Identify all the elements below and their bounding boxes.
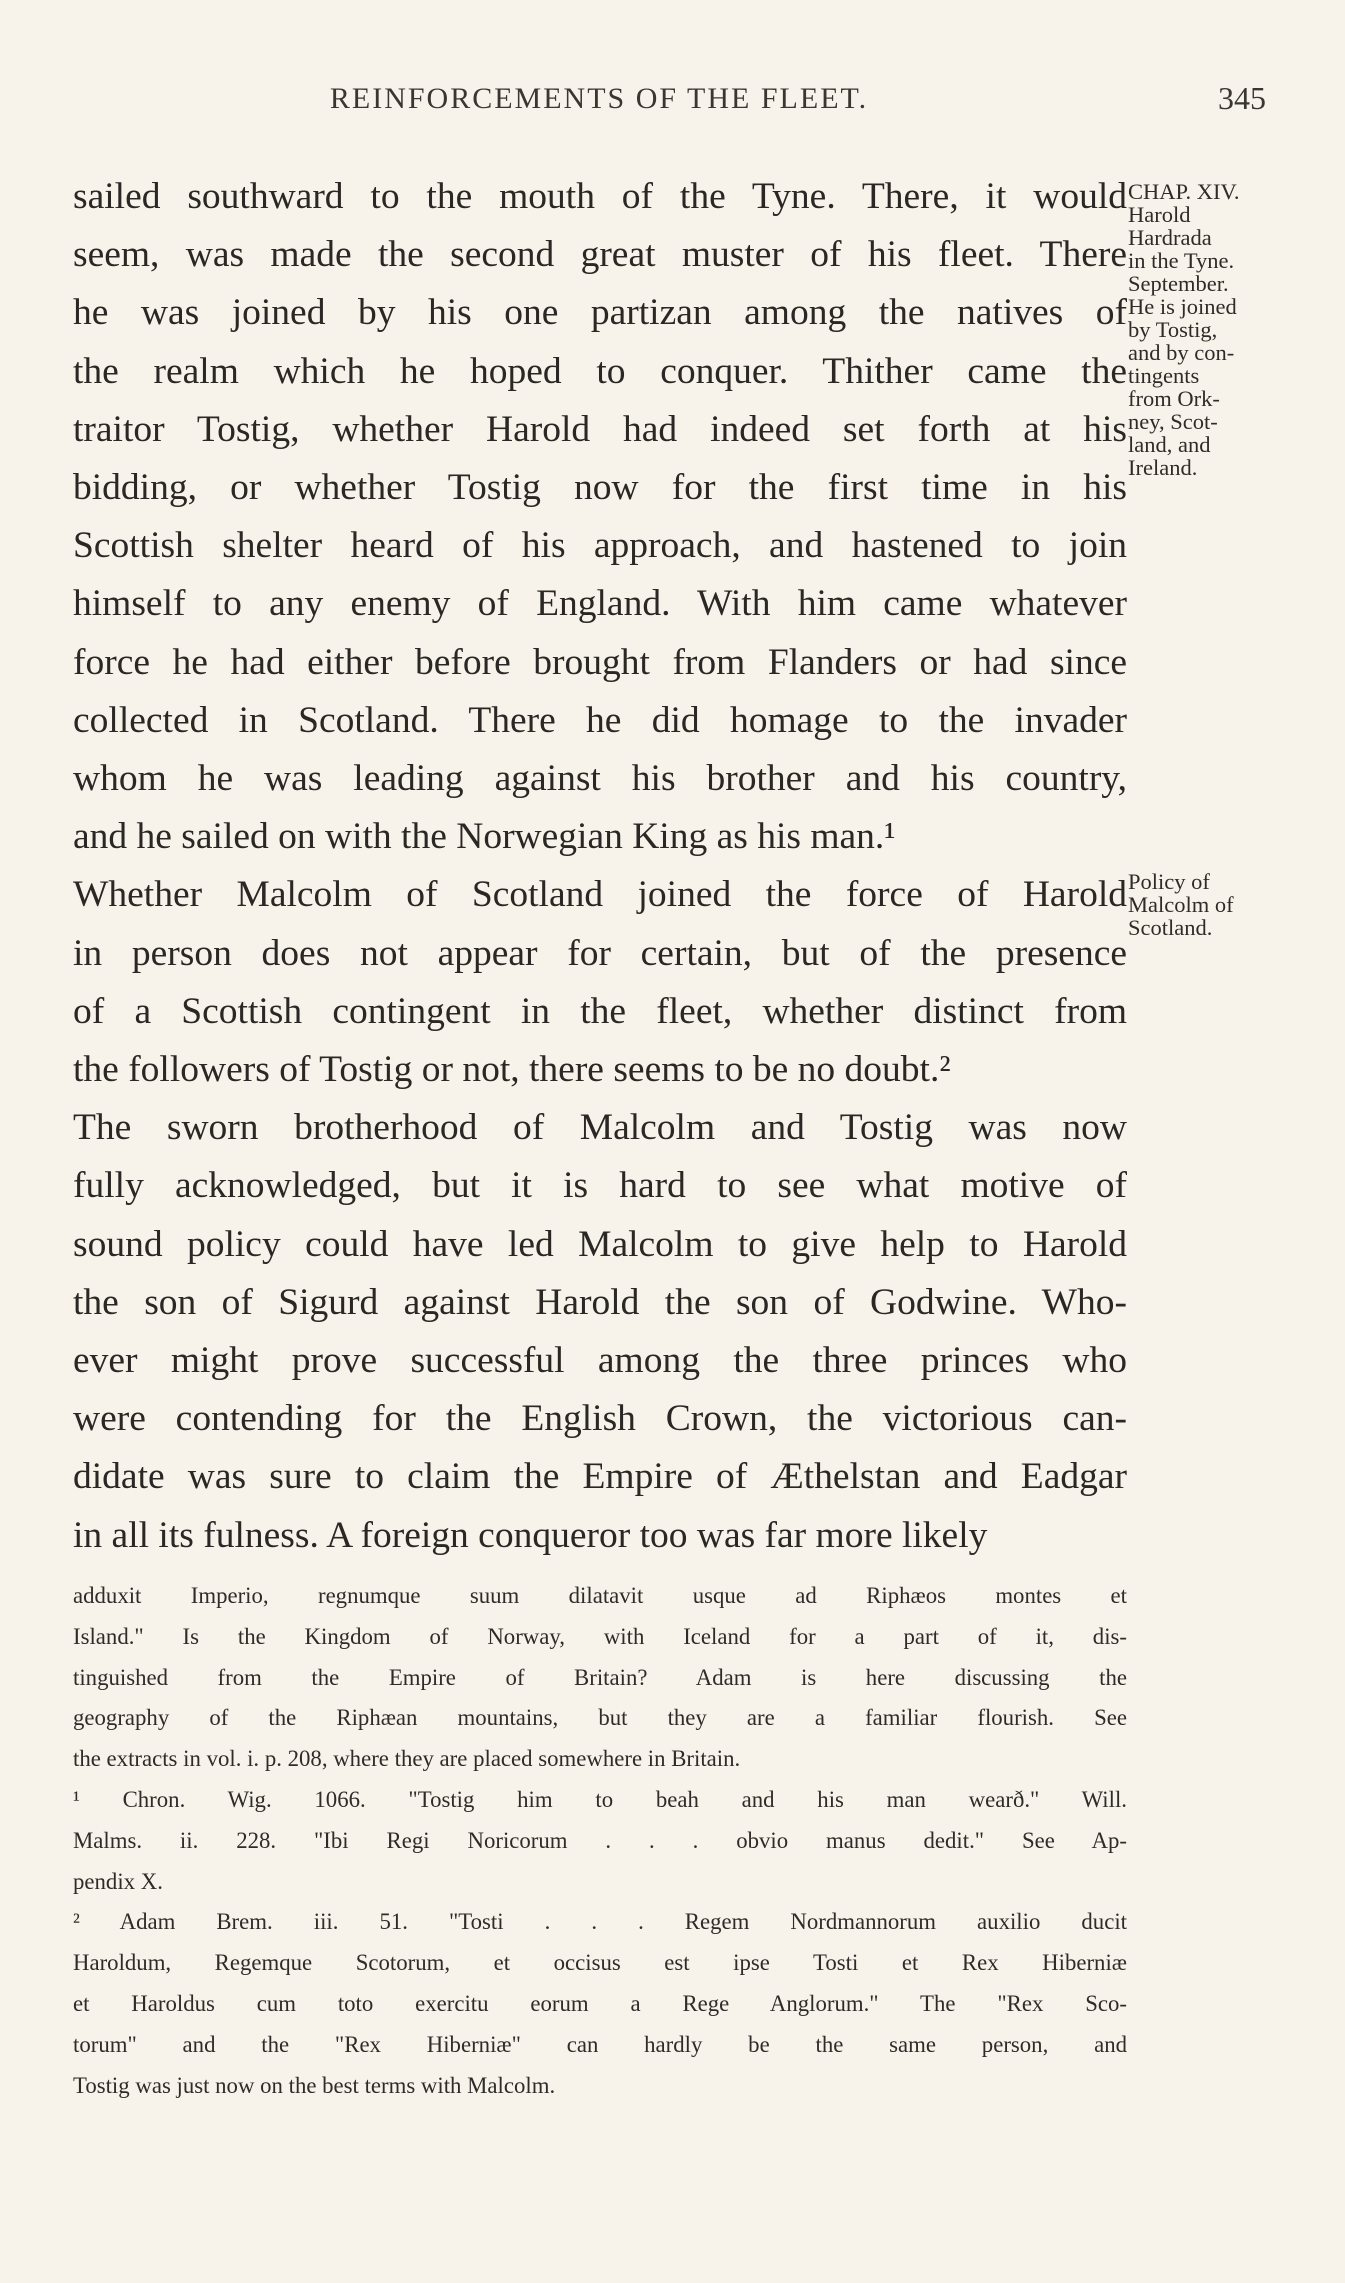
footnote-line: Island." Is the Kingdom of Norway, with Iceland for a part of it, dis- <box>73 1623 1127 1649</box>
footnote-line: Malms. ii. 228. "Ibi Regi Noricorum . . . obvio manus dedit." See Ap- <box>73 1827 1127 1853</box>
margin-note-line: in the Tyne. <box>1128 248 1235 273</box>
text-line: traitor Tostig, whether Harold had indeed set forth at his <box>73 408 1127 450</box>
margin-note-line: and by con- <box>1128 340 1235 365</box>
footnote-line: Tostig was just now on the best terms with Malcolm. <box>73 2072 556 2098</box>
footnote-line: adduxit Imperio, regnumque suum dilatavit usque ad Riphæos montes et <box>73 1583 1127 1608</box>
margin-note-line: by Tostig, <box>1128 317 1218 342</box>
margin-note-line: ney, Scot- <box>1128 409 1218 434</box>
footnote-line: pendix X. <box>73 1868 163 1894</box>
text-line: collected in Scotland. There he did homage to the invader <box>73 699 1127 741</box>
footnote-line: ² Adam Brem. iii. 51. "Tosti . . . Regem Nordmannorum auxilio ducit <box>73 1909 1127 1935</box>
text-line: ever might prove successful among the three princes who <box>73 1340 1127 1382</box>
text-line: didate was sure to claim the Empire of Æthelstan and Eadgar <box>73 1456 1127 1498</box>
footnote-line: geography of the Riphæan mountains, but they are a familiar flourish. See <box>73 1705 1127 1731</box>
text-line: and he sailed on with the Norwegian King as his man.¹ <box>73 816 896 858</box>
margin-note-line: Hardrada <box>1128 225 1212 250</box>
margin-note-line: tingents <box>1128 363 1200 388</box>
text-line: whom he was leading against his brother and his country, <box>73 758 1127 800</box>
main-text <box>73 168 1127 1565</box>
footnote-line: et Haroldus cum toto exercitu eorum a Rege Anglorum." The "Rex Sco- <box>73 1990 1127 2016</box>
margin-note-harold-hardrada <box>1128 180 1340 479</box>
text-line: the realm which he hoped to conquer. Thither came the <box>73 350 1127 392</box>
margin-note-policy-of-malcolm <box>1128 870 1340 939</box>
text-line: force he had either before brought from Flanders or had since <box>73 641 1127 683</box>
footnote-line: Haroldum, Regemque Scotorum, et occisus est ipse Tosti et Rex Hiberniæ <box>73 1950 1127 1976</box>
footnotes <box>73 1576 1127 2106</box>
text-line: in all its fulness. A foreign conqueror too was far more likely <box>73 1514 988 1556</box>
margin-note-line: Harold <box>1128 202 1191 227</box>
margin-note-line: Ireland. <box>1128 455 1198 480</box>
text-line: in person does not appear for certain, but of the presence <box>73 932 1127 974</box>
text-line: the son of Sigurd against Harold the son of Godwine. Who- <box>73 1281 1127 1323</box>
text-line: bidding, or whether Tostig now for the first time in his <box>73 467 1127 509</box>
text-line: fully acknowledged, but it is hard to see what motive of <box>73 1165 1127 1207</box>
footnote-line: the extracts in vol. i. p. 208, where they are placed somewhere in Britain. <box>73 1746 741 1772</box>
text-line: he was joined by his one partizan among the natives of <box>73 292 1127 334</box>
margin-note-line: CHAP. XIV. <box>1128 179 1240 204</box>
footnote-line: torum" and the "Rex Hiberniæ" can hardly be the same person, and <box>73 2031 1127 2057</box>
margin-note-line: Scotland. <box>1128 915 1213 940</box>
text-line: Whether Malcolm of Scotland joined the force of Harold <box>73 874 1127 916</box>
text-line: the followers of Tostig or not, there seems to be no doubt.² <box>73 1049 951 1091</box>
footnote-line: ¹ Chron. Wig. 1066. "Tostig him to beah and his man wearð." Will. <box>73 1786 1127 1812</box>
page-number: 345 <box>1218 80 1266 116</box>
margin-note-line: Policy of <box>1128 869 1210 894</box>
margin-note-line: from Ork- <box>1128 386 1220 411</box>
text-line: sound policy could have led Malcolm to give help to Harold <box>73 1223 1127 1265</box>
margin-note-line: He is joined <box>1128 294 1237 319</box>
running-head: REINFORCEMENTS OF THE FLEET. <box>329 82 869 115</box>
text-line: The sworn brotherhood of Malcolm and Tostig was now <box>73 1107 1127 1149</box>
text-line: of a Scottish contingent in the fleet, whether distinct from <box>73 990 1127 1032</box>
text-line: himself to any enemy of England. With him came whatever <box>73 583 1127 625</box>
footnote-line: tinguished from the Empire of Britain? Adam is here discussing the <box>73 1664 1127 1690</box>
margin-note-line: land, and <box>1128 432 1211 457</box>
text-line: seem, was made the second great muster of his fleet. There <box>73 234 1127 276</box>
margin-note-line: Malcolm of <box>1128 892 1234 917</box>
text-line: were contending for the English Crown, the victorious can- <box>73 1398 1127 1440</box>
text-line: Scottish shelter heard of his approach, and hastened to join <box>73 525 1127 567</box>
margin-note-line: September. <box>1128 271 1229 296</box>
text-line: sailed southward to the mouth of the Tyne. There, it would <box>73 176 1127 217</box>
